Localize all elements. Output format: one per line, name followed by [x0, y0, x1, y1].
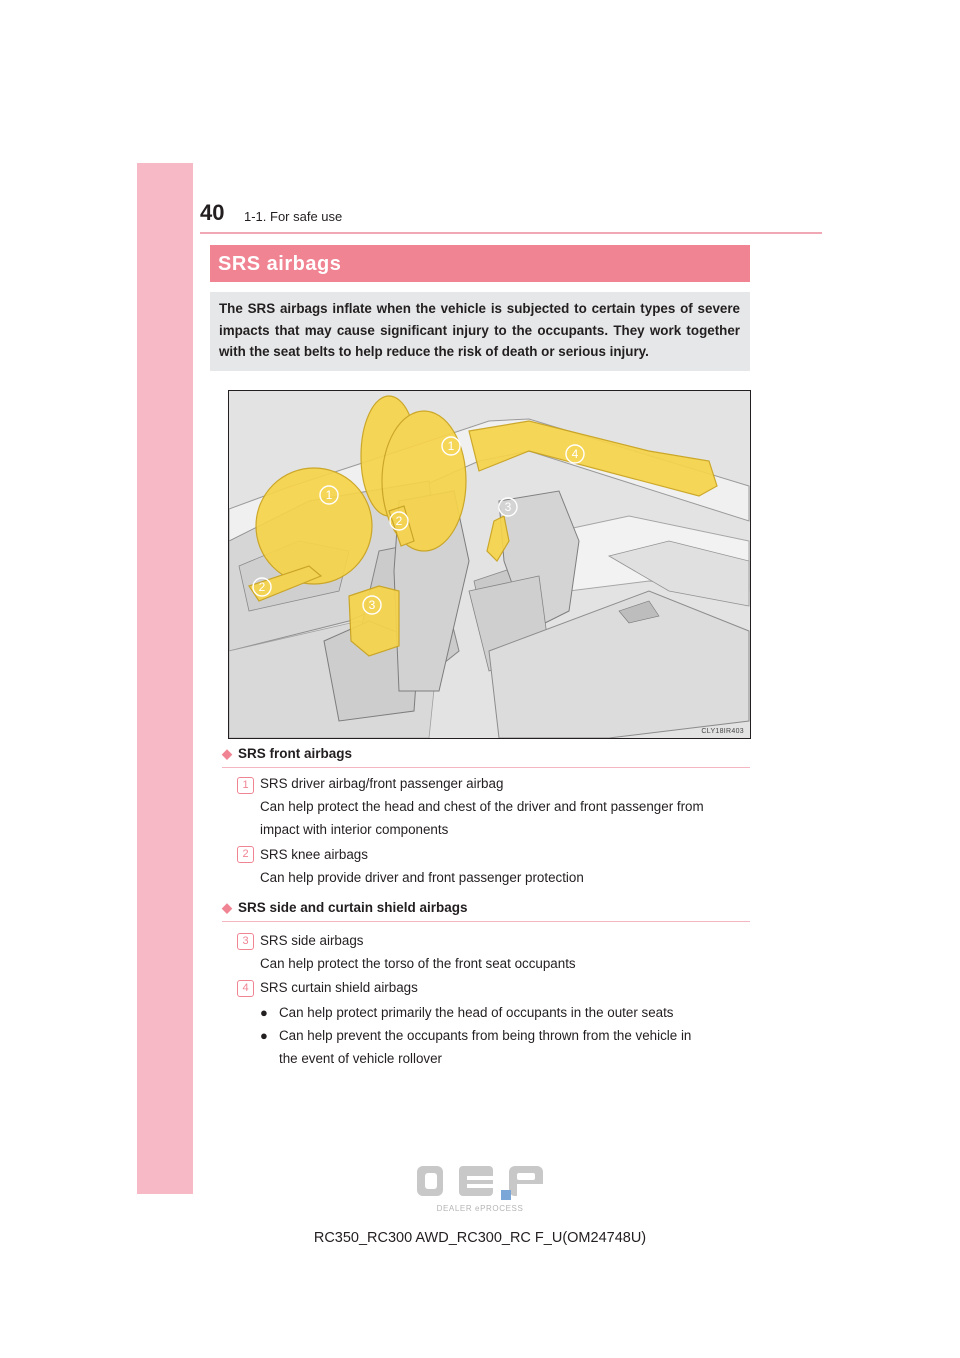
callout-4: 4 — [571, 447, 579, 461]
page-title: SRS airbags — [218, 253, 342, 275]
section-rule — [222, 921, 750, 922]
bullet-item: ● Can help protect primarily the head of occupants in the outer seats — [260, 1001, 750, 1024]
section-heading-side-curtain: ◆ SRS side and curtain shield airbags — [222, 900, 468, 915]
intro-text: The SRS airbags inflate when the vehicle is subjected to certain types of severe impacts that may cause significant injury to the occupants. They work together with the seat belts to help reduce the risk of death or serious injury. — [219, 301, 740, 359]
section-label: 1-1. For safe use — [244, 209, 343, 224]
airbag-illustration — [228, 390, 751, 739]
cabin-drawing — [229, 391, 750, 738]
callout-3a: 3 — [504, 500, 512, 514]
item-desc: Can help provide driver and front passenger protection — [260, 870, 584, 885]
item-desc: impact with interior components — [260, 822, 449, 837]
header-rule — [200, 232, 822, 234]
logo-tagline: DEALER ePROCESS — [436, 1204, 524, 1213]
bullet-icon: ● — [260, 1028, 268, 1043]
diamond-icon: ◆ — [222, 746, 232, 761]
figure-code: CLY18IR403 — [701, 728, 744, 735]
item-knee-airbags — [260, 843, 750, 889]
callout-2b: 2 — [258, 580, 266, 594]
item-driver-passenger-airbag — [260, 772, 750, 841]
item-desc: Can help protect the torso of the front seat occupants — [260, 956, 576, 971]
intro-box — [210, 292, 750, 371]
bullet-icon: ● — [260, 1005, 268, 1020]
diamond-icon: ◆ — [222, 900, 232, 915]
item-name: SRS knee airbags — [260, 847, 368, 862]
item-curtain-airbags — [260, 976, 750, 999]
side-tab-band — [137, 163, 193, 1194]
item-number-box: 1 — [237, 777, 254, 794]
section-heading-front: ◆ SRS front airbags — [222, 746, 353, 761]
title-bar — [210, 245, 750, 282]
callout-1a: 1 — [325, 488, 333, 502]
item-name: SRS curtain shield airbags — [260, 980, 418, 995]
page-number: 40 — [200, 200, 225, 225]
item-desc: Can help protect the head and chest of the driver and front passenger from — [260, 799, 704, 814]
footer-model-code: RC350_RC300 AWD_RC300_RC F_U(OM24748U) — [313, 1230, 647, 1246]
bullet-item: ● Can help prevent the occupants from being thrown from the vehicle in the event of vehicle rollover — [260, 1024, 750, 1070]
item-name: SRS side airbags — [260, 933, 364, 948]
callout-2a: 2 — [395, 514, 403, 528]
item-number-box: 4 — [237, 980, 254, 997]
item-name: SRS driver airbag/front passenger airbag — [260, 776, 504, 791]
item-number-box: 2 — [237, 846, 254, 863]
callout-1b: 1 — [447, 439, 455, 453]
item-side-airbags — [260, 929, 750, 975]
dealer-eprocess-logo — [415, 1164, 545, 1216]
callout-3b: 3 — [368, 598, 376, 612]
item-number-box: 3 — [237, 933, 254, 950]
section-rule — [222, 767, 750, 768]
